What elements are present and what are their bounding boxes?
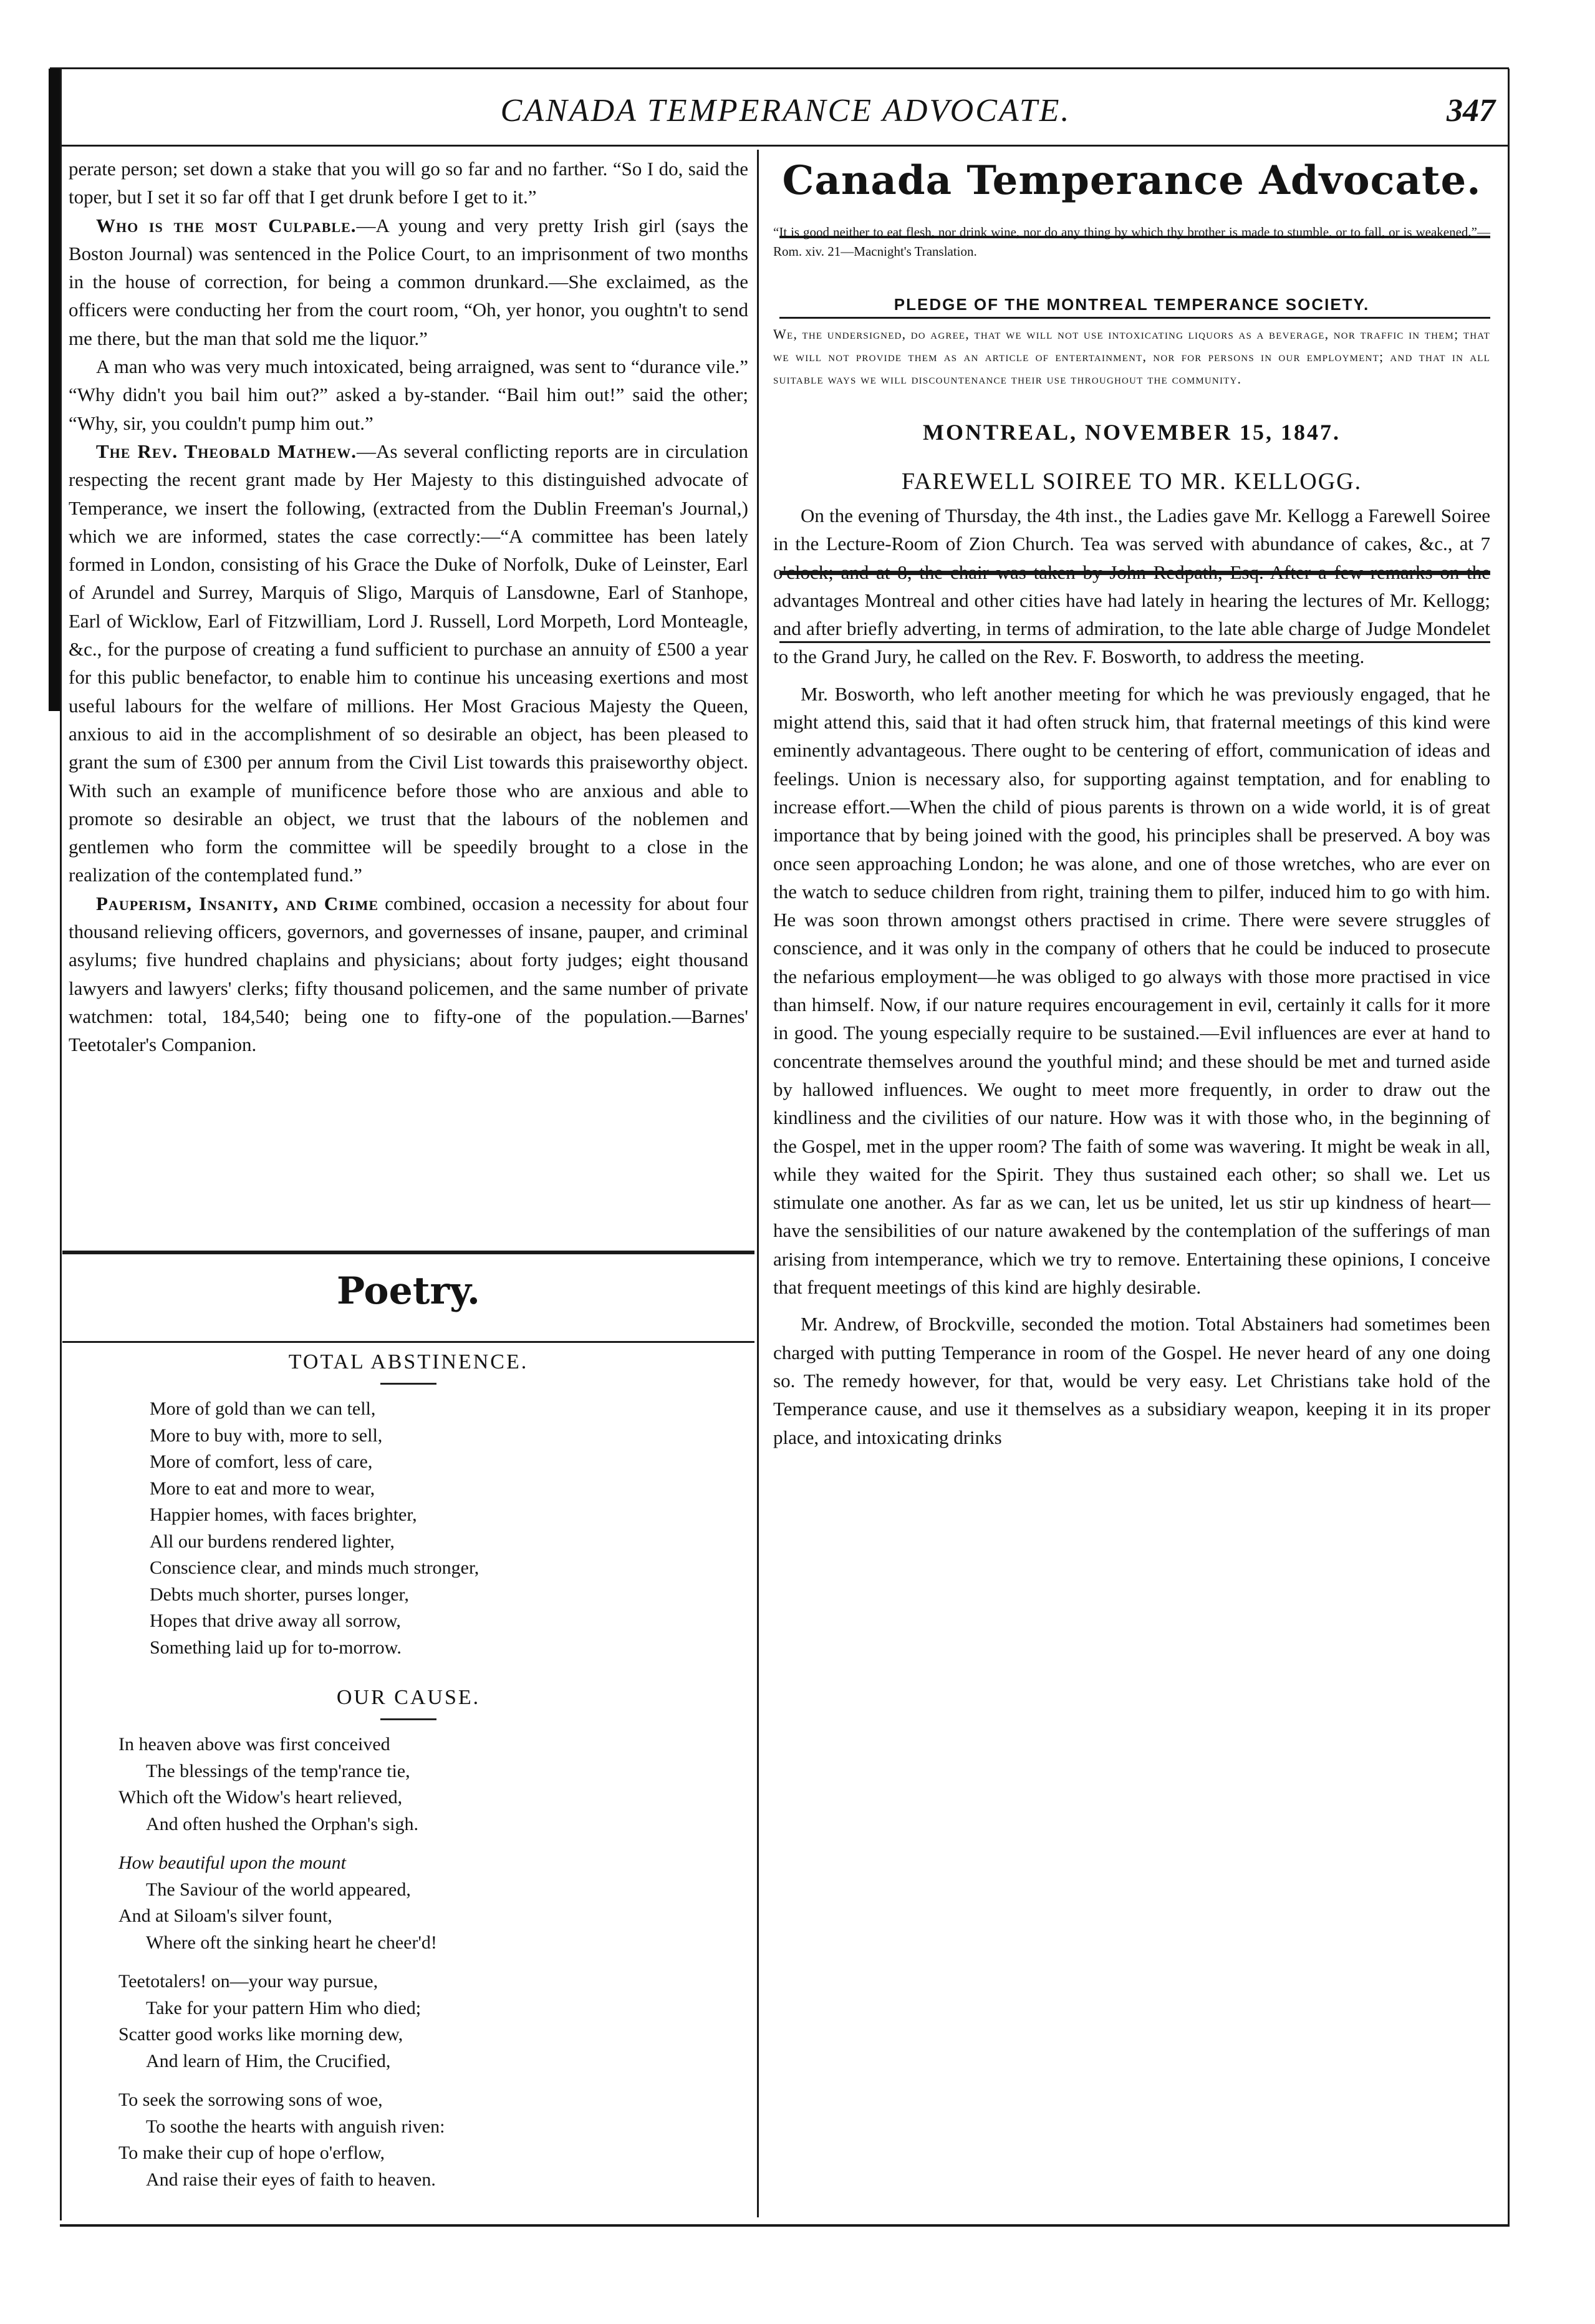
poem-line: The Saviour of the world appeared, bbox=[146, 1879, 411, 1900]
poem-line: To make their cup of hope o'erflow, bbox=[118, 2142, 385, 2163]
dateline: MONTREAL, NOVEMBER 15, 1847. bbox=[922, 420, 1341, 445]
paragraph-text: A man who was very much intoxicated, being arraigned, was sent to “durance vile.” “Why didn't you bail him out?” asked a by-stander. “Bail him out!” said the other; “Why, sir, you couldn't pump him out.” bbox=[69, 356, 748, 434]
poem-line: Conscience clear, and minds much stronger, bbox=[150, 1557, 479, 1578]
poem-our-cause bbox=[118, 1731, 748, 2193]
top-border-rule bbox=[50, 67, 1509, 69]
left-paragraph bbox=[69, 211, 748, 352]
article-title: FAREWELL SOIREE TO MR. KELLOGG. bbox=[901, 468, 1362, 495]
left-paragraph bbox=[69, 155, 748, 211]
left-paragraph bbox=[69, 437, 748, 889]
poem-line: And often hushed the Orphan's sigh. bbox=[146, 1813, 419, 1834]
left-border-rule bbox=[60, 69, 62, 2220]
paragraph-lead: The Rev. Theobald Mathew. bbox=[96, 440, 357, 462]
paragraph-text: combined, occasion a necessity for about four thousand relieving officers, governors, and governesses of insane, pauper, and criminal asylums; five hundred chaplains and physicians; about forty judges; eight thousand lawyers and lawyers' clerks; fifty thousand policemen, and the same number of private watchmen: total, 184,540; being one to fifty-one of the population.—Barnes' Teetotaler's Companion. bbox=[69, 892, 749, 1056]
poem-line: Take for your pattern Him who died; bbox=[146, 1997, 422, 2018]
epigraph: “It is good neither to eat flesh, nor drink wine, nor do any thing by which thy brother is made to stumble, or to fall, or is weakened.”—Rom. xiv. 21—Macnight's Translation. bbox=[773, 225, 1490, 259]
left-column bbox=[69, 155, 748, 1059]
poem-line: All our burdens rendered lighter, bbox=[150, 1531, 395, 1552]
paragraph-text: perate person; set down a stake that you will go so far and no farther. “So I do, said the toper, but I set it so far off that I get drunk before I get to it.” bbox=[69, 158, 748, 208]
poem-line: More of comfort, less of care, bbox=[150, 1451, 373, 1472]
stanza-gap bbox=[118, 1956, 748, 1968]
page-number: 347 bbox=[1447, 93, 1495, 128]
article-paragraph: Mr. Andrew, of Brockville, seconded the motion. Total Abstainers had sometimes been charged with putting Temperance in room of the Gospel. He never heard of any one doing so. The remedy however, for that, would be very easy. Let Christians take hold of the Temperance cause, and use it themselves as a subsidiary weapon, keeping it in its proper place, and intoxicating drinks bbox=[773, 1313, 1490, 1448]
header-rule bbox=[50, 145, 1509, 147]
article-paragraph: On the evening of Thursday, the 4th inst., the Ladies gave Mr. Kellogg a Farewell Soiree in the Lecture-Room of Zion Church. Tea was served with abundance of cakes, &c., at 7 o'clock; and at 8, the chair was taken by John Redpath, Esq. After a few remarks on the advantages Montreal and other cities have had lately in hearing the lectures of Mr. Kellogg; and after briefly adverting, in terms of admiration, to the late able charge of Judge Mondelet to the Grand Jury, he called on the Rev. F. Bosworth, to address the meeting. bbox=[773, 505, 1490, 668]
poem-total-abstinence bbox=[150, 1396, 748, 1661]
poem-line: To seek the sorrowing sons of woe, bbox=[118, 2089, 383, 2110]
paragraph-text: —A young and very pretty Irish girl (says the Boston Journal) was sentenced in the Police Court, to an imprisonment of two months in the house of correction, for being a common drunkard.—She exclaimed, as the officers were conducting her from the court room, “Oh, yer honor, you oughtn't to send me there, but the man that sold me the liquor.” bbox=[69, 214, 748, 349]
poetry-rule-top bbox=[62, 1251, 754, 1254]
pledge-text: We, the undersigned, do agree, that we will not use intoxicating liquors as a beverage, nor traffic in them; that we will not provide them as an article of entertainment, nor for persons in our employment; and that in all suitable ways we will discountenance their use throughout the community. bbox=[773, 326, 1490, 387]
poetry-section bbox=[69, 1257, 748, 2193]
right-border-rule bbox=[1508, 69, 1510, 2227]
poem-line: And learn of Him, the Crucified, bbox=[146, 2050, 391, 2071]
poem-line: More to buy with, more to sell, bbox=[150, 1425, 383, 1446]
stanza-gap bbox=[118, 2075, 748, 2087]
poem-line: Which oft the Widow's heart relieved, bbox=[118, 1787, 403, 1808]
poem-title: TOTAL ABSTINENCE. bbox=[288, 1350, 529, 1373]
poem-title-rule bbox=[380, 1383, 436, 1385]
poem-line: How beautiful upon the mount bbox=[118, 1852, 346, 1873]
binding-edge bbox=[49, 69, 60, 711]
poem-line: And at Siloam's silver fount, bbox=[118, 1905, 332, 1926]
left-paragraph bbox=[69, 352, 748, 437]
poem-line: Teetotalers! on—your way pursue, bbox=[118, 1971, 378, 1992]
poem-line: Happier homes, with faces brighter, bbox=[150, 1504, 417, 1525]
poem-line: Scatter good works like morning dew, bbox=[118, 2024, 403, 2045]
poem-line: In heaven above was first conceived bbox=[118, 1734, 390, 1755]
paragraph-lead: Who is the most Culpable. bbox=[96, 214, 357, 236]
poem-line: The blessings of the temp'rance tie, bbox=[146, 1760, 410, 1781]
poem-line: More of gold than we can tell, bbox=[150, 1398, 376, 1419]
masthead-title: Canada Temperance Advocate. bbox=[782, 157, 1482, 204]
poem-line: Something laid up for to-morrow. bbox=[150, 1637, 402, 1658]
poem-title: OUR CAUSE. bbox=[336, 1686, 481, 1709]
pledge-title: PLEDGE OF THE MONTREAL TEMPERANCE SOCIETY. bbox=[894, 295, 1370, 314]
paragraph-text: —As several conflicting reports are in circulation respecting the recent grant made by Her Majesty to this distinguished advocate of Temperance, we insert the following, (extracted from the Dublin Freeman's Journal,) which we are informed, states the case correctly:—“A committee has been lately formed in London, consisting of his Grace the Duke of Norfolk, Duke of Leinster, Earl of Arundel and Surrey, Marquis of Sligo, Marquis of Lansdowne, Earl of Stanhope, Earl of Wicklow, Earl of Fitzwilliam, Lord J. Russell, Lord Morpeth, Lord Monteagle, &c., for the purpose of creating a fund sufficient to purchase an annuity of £500 a year for this public benefactor, to enable him to continue his unceasing exertions and most useful labours for the welfare of millions. Her Most Gracious Majesty the Queen, anxious to aid in the accomplishment of so desirable an object, has been pleased to grant the sum of £300 per annum from the Civil List towards this praiseworthy object. With such an example of munificence before those who are anxious and able to promote so desirable an object, we trust that the labours of the noblemen and gentlemen who form the committee will be speedily brought to a close in the realization of the contemplated fund.” bbox=[69, 440, 748, 886]
poem-title-rule bbox=[380, 1718, 436, 1720]
poem-line: Where oft the sinking heart he cheer'd! bbox=[146, 1932, 437, 1953]
poem-line: Hopes that drive away all sorrow, bbox=[150, 1610, 401, 1631]
left-paragraph bbox=[69, 889, 748, 1059]
poetry-heading: Poetry. bbox=[337, 1269, 480, 1313]
poem-line: To soothe the hearts with anguish riven: bbox=[146, 2116, 445, 2137]
right-column bbox=[773, 155, 1490, 1451]
bottom-border-rule bbox=[60, 2224, 1509, 2227]
column-divider bbox=[757, 150, 759, 2217]
running-title: CANADA TEMPERANCE ADVOCATE. bbox=[500, 93, 1071, 128]
poem-line: And raise their eyes of faith to heaven. bbox=[146, 2169, 436, 2190]
paragraph-lead: Pauperism, Insanity, and Crime bbox=[96, 892, 379, 914]
poem-line: Debts much shorter, purses longer, bbox=[150, 1584, 409, 1605]
poem-line: More to eat and more to wear, bbox=[150, 1478, 375, 1499]
article-paragraph: Mr. Bosworth, who left another meeting for which he was previously engaged, that he might attend this, said that it had often struck him, that fraternal meetings of this kind were eminently advantageous. There ought to be centering of effort, communication of ideas and feelings. Union is necessary also, for supporting against temptation, and for enabling to increase effort.—When the child of pious parents is thrown on a wide world, it is of great importance that by being joined with the good, his principles shall be preserved. A boy was once seen approaching London; he was alone, and one of those wretches, who are ever on the watch to seduce children from right, training them to pilfer, induced him to go with him. He was soon thrown amongst others practised in crime. There were severe struggles of conscience, and it was only in the company of others that he could be induced to prosecute the nefarious employment—he was obliged to go always with those more practised in vice than himself. Now, if our nature requires encouragement in evil, certainly it calls for it more in good. The young especially require to be sustained.—Evil influences are ever at hand to concentrate themselves around the youthful mind; and these should be met and turned aside by hallowed influences. We ought to meet more frequently, in order to draw out the kindliness and the civilities of our nature. How was it with those who, in the beginning of the Gospel, met in the upper room? The faith of some was wavering. It might be weak in all, while they waited for the Spirit. They thus sustained each other; so shall we. Let us stimulate one another. As far as we can, let us be united, let us stir up kindness of heart—have the sensibilities of our nature awakened by the contemplation of the sufferings of man arising from intemperance, which we try to remove. Entertaining these opinions, I conceive that frequent meetings of this kind are highly desirable. bbox=[773, 682, 1490, 1299]
stanza-gap bbox=[118, 1837, 748, 1850]
